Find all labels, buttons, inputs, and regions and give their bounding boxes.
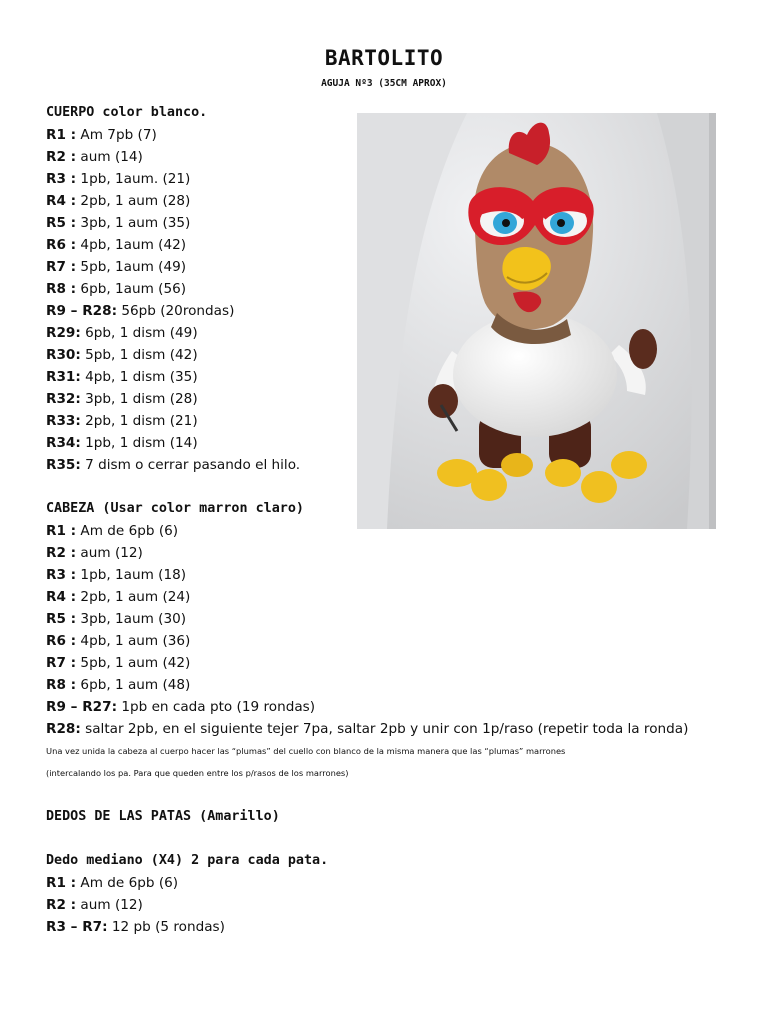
pattern-row: R7 : 5pb, 1 aum (42) bbox=[46, 655, 191, 671]
section-heading-cabeza: CABEZA (Usar color marron claro) bbox=[46, 501, 304, 516]
rows-cabeza bbox=[46, 520, 736, 740]
pattern-row: R5 : 3pb, 1 aum (35) bbox=[46, 215, 191, 231]
section-heading-cuerpo: CUERPO color blanco. bbox=[46, 105, 208, 120]
section-heading-dedo-mediano: Dedo mediano (X4) 2 para cada pata. bbox=[46, 853, 329, 868]
pattern-row: R8 : 6pb, 1aum (56) bbox=[46, 281, 187, 297]
pattern-row: R35: 7 dism o cerrar pasando el hilo. bbox=[46, 457, 301, 473]
pattern-row: R3 : 1pb, 1aum. (21) bbox=[46, 171, 191, 187]
pattern-row: R1 : Am de 6pb (6) bbox=[46, 523, 179, 539]
pattern-row: R29: 6pb, 1 dism (49) bbox=[46, 325, 198, 341]
pattern-row: R2 : aum (12) bbox=[46, 545, 143, 561]
pattern-row: R33: 2pb, 1 dism (21) bbox=[46, 413, 198, 429]
pattern-row: R1 : Am 7pb (7) bbox=[46, 127, 157, 143]
pattern-row: R4 : 2pb, 1 aum (28) bbox=[46, 193, 191, 209]
pattern-row: R31: 4pb, 1 dism (35) bbox=[46, 369, 198, 385]
note-line: (intercalando los pa. Para que queden entre los p/rasos de los marrones) bbox=[46, 768, 349, 778]
rooster-amigurumi-photo bbox=[357, 113, 716, 529]
pattern-row: R32: 3pb, 1 dism (28) bbox=[46, 391, 198, 407]
pattern-row: R34: 1pb, 1 dism (14) bbox=[46, 435, 198, 451]
pattern-row: R7 : 5pb, 1aum (49) bbox=[46, 259, 187, 275]
note-line: Una vez unida la cabeza al cuerpo hacer las “plumas” del cuello con blanco de la misma manera que las “plumas” marrones bbox=[46, 746, 566, 756]
pattern-row: R3 – R7: 12 pb (5 rondas) bbox=[46, 919, 225, 935]
pattern-row: R2 : aum (12) bbox=[46, 897, 143, 913]
pattern-row: R2 : aum (14) bbox=[46, 149, 143, 165]
pattern-row: R28: saltar 2pb, en el siguiente tejer 7pa, saltar 2pb y unir con 1p/raso (repetir toda la ronda) bbox=[46, 721, 689, 737]
pattern-row: R4 : 2pb, 1 aum (24) bbox=[46, 589, 191, 605]
pattern-row: R9 – R28: 56pb (20rondas) bbox=[46, 303, 235, 319]
pattern-row: R8 : 6pb, 1 aum (48) bbox=[46, 677, 191, 693]
pattern-row: R6 : 4pb, 1 aum (36) bbox=[46, 633, 191, 649]
document-subtitle: AGUJA Nº3 (35CM APROX) bbox=[321, 78, 447, 89]
rows-dedo-mediano bbox=[46, 872, 736, 938]
document-title: BARTOLITO bbox=[324, 46, 444, 70]
pattern-row: R9 – R27: 1pb en cada pto (19 rondas) bbox=[46, 699, 316, 715]
section-heading-dedos: DEDOS DE LAS PATAS (Amarillo) bbox=[46, 809, 280, 824]
pattern-row: R30: 5pb, 1 dism (42) bbox=[46, 347, 198, 363]
pattern-row: R3 : 1pb, 1aum (18) bbox=[46, 567, 187, 583]
pattern-row: R1 : Am de 6pb (6) bbox=[46, 875, 179, 891]
pattern-row: R5 : 3pb, 1aum (30) bbox=[46, 611, 187, 627]
pattern-row: R6 : 4pb, 1aum (42) bbox=[46, 237, 187, 253]
